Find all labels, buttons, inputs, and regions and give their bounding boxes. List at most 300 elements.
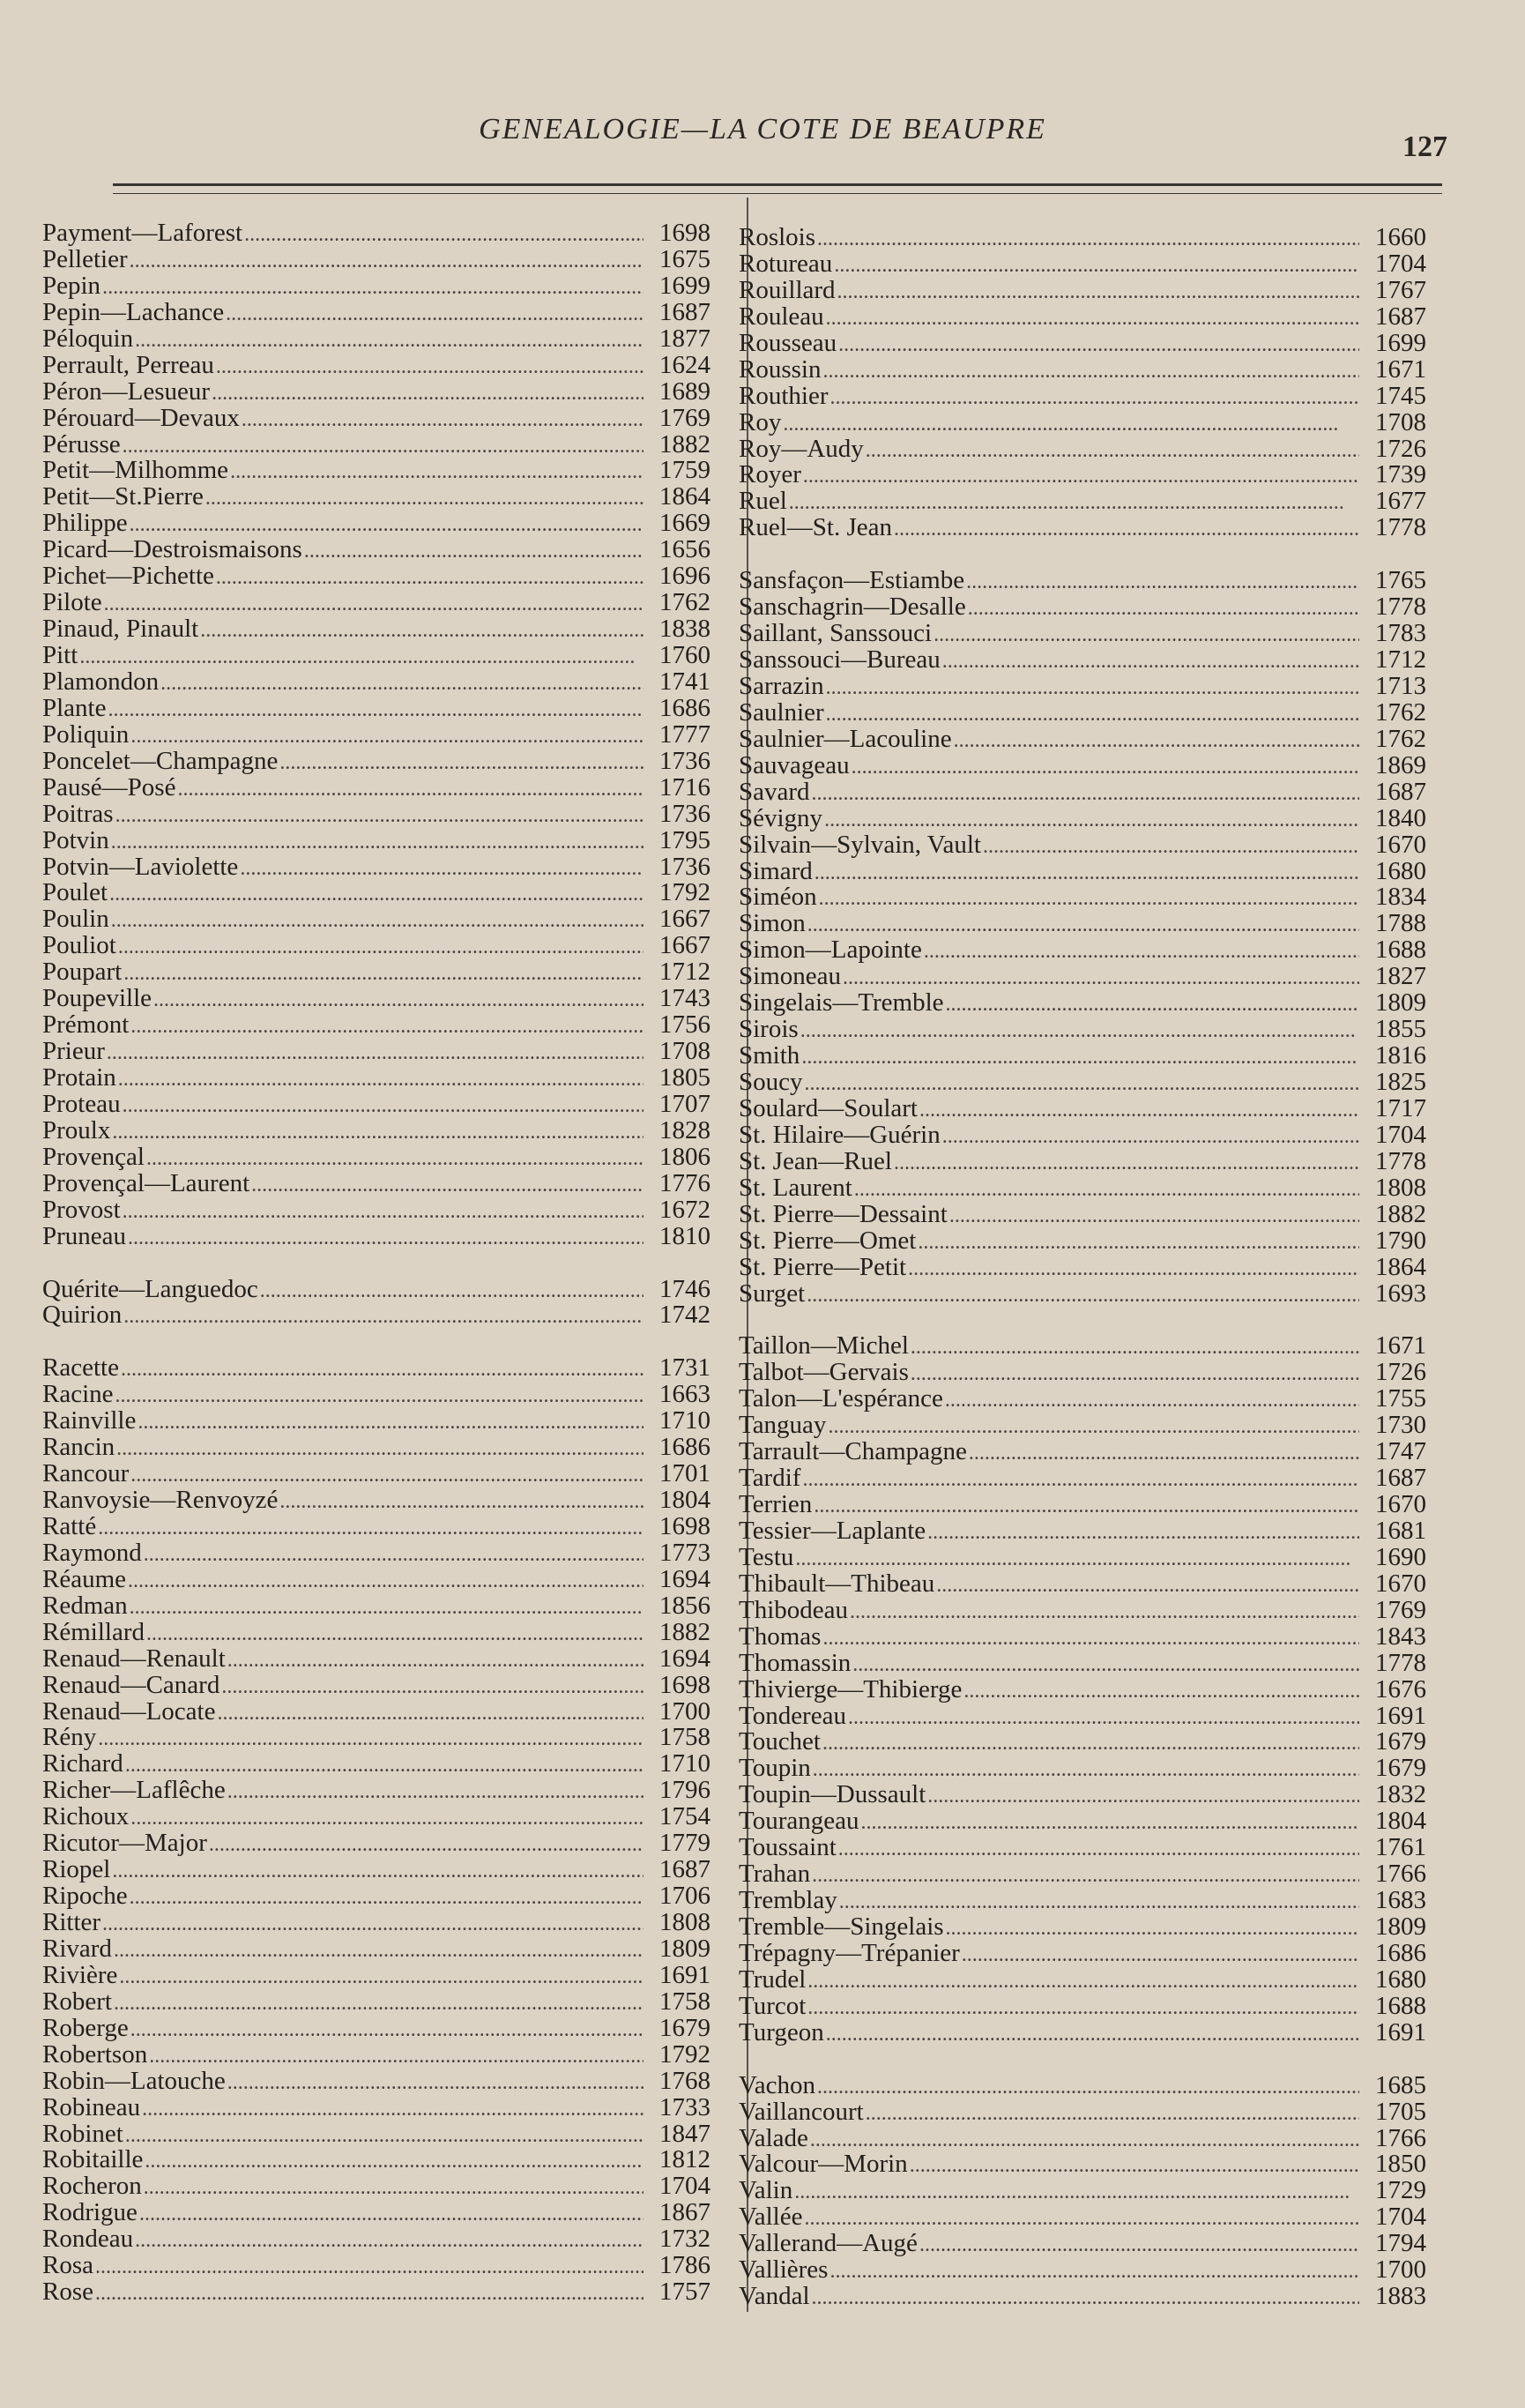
year: 1690 (1375, 1544, 1426, 1571)
index-entry (42, 696, 710, 722)
index-entry (739, 1492, 1426, 1518)
year: 1843 (1375, 1623, 1426, 1651)
year: 1882 (659, 1619, 710, 1646)
index-entry (739, 1888, 1426, 1914)
leader-dots (119, 1963, 643, 1989)
index-entry (739, 2151, 1426, 2178)
index-entry (42, 906, 710, 933)
leader-dots (822, 357, 1359, 384)
leader-dots (963, 1677, 1359, 1703)
leader-dots (983, 832, 1359, 859)
year: 1792 (659, 2041, 710, 2069)
surname: Ruel (739, 488, 787, 516)
surname: Pouliot (42, 933, 116, 960)
year: 1730 (1375, 1413, 1426, 1440)
leader-dots (279, 1487, 643, 1514)
leader-dots (860, 1808, 1359, 1835)
index-entry (739, 2073, 1426, 2099)
year: 1765 (1375, 568, 1426, 595)
leader-dots (109, 880, 643, 906)
leader-dots (217, 1699, 643, 1726)
index-entry (739, 1122, 1426, 1149)
surname: Poliquin (42, 721, 130, 749)
index-entry (739, 331, 1426, 357)
index-entry (739, 1439, 1426, 1465)
surname: Ratté (42, 1513, 97, 1540)
year: 1838 (659, 616, 710, 643)
index-entry (739, 488, 1426, 515)
surname: Rainville (42, 1408, 137, 1435)
leader-dots (98, 1514, 643, 1540)
leader-dots (226, 300, 643, 326)
year: 1850 (1375, 2151, 1426, 2179)
leader-dots (824, 806, 1359, 832)
year: 1686 (659, 1435, 710, 1462)
index-entry (42, 220, 710, 247)
year: 1754 (659, 1804, 710, 1831)
leader-dots (794, 2178, 1359, 2204)
surname: Réaume (42, 1566, 127, 1593)
surname: Tarrault—Champagne (739, 1439, 967, 1466)
index-entry (739, 1413, 1426, 1439)
leader-dots (829, 2257, 1359, 2284)
year: 1694 (659, 1566, 710, 1593)
year: 1766 (1375, 2125, 1426, 2152)
running-title: GENEALOGIE—LA COTE DE BEAUPRE (479, 113, 1046, 145)
leader-dots (130, 247, 643, 273)
year: 1778 (1375, 515, 1426, 542)
year: 1676 (1375, 1676, 1426, 1703)
surname: Sansfaçon—Estiambe (739, 568, 965, 595)
index-entry (739, 779, 1426, 806)
leader-dots (894, 1149, 1359, 1175)
left-column (42, 220, 710, 2306)
year: 1680 (1375, 1966, 1426, 1994)
leader-dots (838, 331, 1359, 357)
page-header (0, 113, 1525, 166)
surname: Vallée (739, 2204, 803, 2232)
leader-dots (894, 515, 1359, 541)
leader-dots (830, 384, 1360, 410)
leader-dots (130, 1012, 643, 1039)
surname: Pichet—Pichette (42, 563, 214, 591)
leader-dots (795, 1545, 1359, 1571)
surname: Rouleau (739, 303, 824, 331)
surname: Ruel—St. Jean (739, 515, 892, 542)
leader-dots (934, 621, 1359, 647)
surname: Vallières (739, 2257, 829, 2285)
index-entry (739, 964, 1426, 990)
leader-dots (942, 647, 1359, 674)
index-entry (739, 1756, 1426, 1782)
surname: Roy (739, 409, 782, 436)
index-entry (739, 1518, 1426, 1545)
leader-dots (815, 859, 1359, 885)
leader-dots (927, 1782, 1359, 1808)
index-entry (739, 2178, 1426, 2204)
index-entry (739, 2204, 1426, 2231)
year: 1707 (659, 1091, 710, 1118)
index-entry (739, 1861, 1426, 1888)
year: 1762 (659, 590, 710, 617)
index-entry (42, 669, 710, 696)
leader-dots (123, 1302, 643, 1329)
year: 1840 (1375, 805, 1426, 832)
year: 1808 (1375, 1174, 1426, 1202)
leader-dots (144, 2173, 643, 2200)
year: 1700 (1375, 2257, 1426, 2285)
surname: Robineau (42, 2094, 141, 2121)
year: 1699 (1375, 330, 1426, 357)
index-entry (739, 1729, 1426, 1756)
year: 1742 (659, 1302, 710, 1330)
year: 1704 (1375, 250, 1426, 278)
year: 1699 (659, 272, 710, 300)
leader-dots (866, 2099, 1359, 2126)
year: 1766 (1375, 1861, 1426, 1889)
year: 1677 (1375, 488, 1426, 516)
leader-dots (962, 1941, 1359, 1967)
surname: Ritter (42, 1910, 101, 1936)
year: 1827 (1375, 964, 1426, 991)
surname: St. Hilaire—Guérin (739, 1122, 941, 1149)
leader-dots (118, 933, 643, 959)
leader-dots (135, 326, 643, 353)
year: 1778 (1375, 1650, 1426, 1677)
year: 1804 (659, 1487, 710, 1514)
surname: Rivière (42, 1962, 118, 1989)
surname: Robin—Latouche (42, 2068, 226, 2095)
leader-dots (850, 1598, 1359, 1624)
surname: Petit—Milhomme (42, 458, 229, 485)
year: 1792 (659, 880, 710, 907)
surname: Plante (42, 695, 107, 722)
surname: Smith (739, 1043, 800, 1070)
surname: Poulet (42, 880, 108, 907)
surname: Touchet (739, 1729, 821, 1756)
index-entry (42, 1989, 710, 2016)
year: 1687 (1375, 779, 1426, 806)
index-entry (739, 1677, 1426, 1703)
surname: Talon—L'espérance (739, 1386, 943, 1413)
leader-dots (826, 674, 1359, 700)
year: 1670 (1375, 1570, 1426, 1598)
surname: Pepin (42, 272, 101, 300)
year: 1729 (1375, 2178, 1426, 2205)
surname: Royer (739, 462, 801, 489)
index-entry (42, 1804, 710, 1830)
year: 1672 (659, 1197, 710, 1224)
index-entry (42, 1302, 710, 1329)
index-entry (42, 1514, 710, 1540)
surname: Quérite—Languedoc (42, 1276, 258, 1303)
leader-dots (135, 2226, 643, 2253)
surname: Vandal (739, 2284, 810, 2311)
leader-dots (112, 1118, 643, 1144)
year: 1747 (1375, 1439, 1426, 1466)
index-entry (42, 2147, 710, 2173)
year: 1660 (1375, 225, 1426, 251)
surname: Rémillard (42, 1619, 145, 1646)
surname: Valcour—Morin (739, 2151, 908, 2179)
index-entry (739, 990, 1426, 1017)
year: 1689 (659, 378, 710, 406)
year: 1687 (659, 299, 710, 326)
leader-dots (919, 1096, 1359, 1122)
index-entry (739, 1096, 1426, 1122)
surname: Potvin—Laviolette (42, 854, 239, 881)
year: 1686 (1375, 1940, 1426, 1967)
surname: Proteau (42, 1091, 121, 1118)
leader-dots (125, 1751, 643, 1778)
year: 1834 (1375, 884, 1426, 912)
year: 1670 (1375, 831, 1426, 859)
leader-dots (945, 1386, 1359, 1413)
index-entry (42, 1039, 710, 1065)
leader-dots (104, 590, 643, 616)
year: 1726 (1375, 1360, 1426, 1387)
index-entry (739, 1281, 1426, 1308)
surname: Turcot (739, 1993, 807, 2020)
surname: Prémont (42, 1012, 130, 1040)
surname: Roy—Audy (739, 436, 864, 463)
index-entry (42, 1646, 710, 1673)
index-entry (739, 753, 1426, 779)
year: 1656 (659, 537, 710, 564)
surname: Vallerand—Augé (739, 2231, 918, 2258)
surname: Richoux (42, 1804, 130, 1831)
year: 1760 (659, 643, 710, 669)
surname: Payment—Laforest (42, 220, 243, 247)
surname: Thibault—Thibeau (739, 1570, 935, 1598)
index-entry (739, 1202, 1426, 1228)
surname: Thomas (739, 1623, 822, 1651)
leader-dots (966, 568, 1359, 594)
surname: Pepin—Lachance (42, 299, 225, 326)
leader-dots (153, 986, 643, 1012)
leader-dots (242, 406, 643, 432)
leader-dots (946, 1914, 1359, 1941)
leader-dots (121, 1355, 643, 1382)
index-entry (739, 1070, 1426, 1096)
leader-dots (115, 801, 643, 828)
index-entry (42, 511, 710, 537)
surname: Simon (739, 911, 806, 938)
surname: Péron—Lesueur (42, 378, 211, 406)
surname: Simon—Lapointe (739, 937, 922, 965)
leader-dots (807, 1281, 1359, 1308)
year: 1687 (1375, 1465, 1426, 1492)
index-entry (42, 300, 710, 326)
index-entry (42, 749, 710, 775)
leader-dots (142, 2095, 643, 2121)
leader-dots (807, 1967, 1359, 1994)
leader-dots (95, 2279, 643, 2306)
year: 1698 (659, 220, 710, 247)
index-entry (739, 647, 1426, 674)
surname: Roslois (739, 225, 816, 251)
leader-dots (946, 990, 1359, 1017)
index-entry (42, 1197, 710, 1224)
index-entry (42, 986, 710, 1012)
index-entry (42, 458, 710, 484)
surname: Trahan (739, 1861, 811, 1889)
index-entry (42, 1144, 710, 1171)
year: 1687 (1375, 303, 1426, 331)
surname: Thivierge—Thibierge (739, 1676, 963, 1703)
year: 1769 (659, 405, 710, 432)
leader-dots (807, 1994, 1359, 2020)
page-number: 127 (1402, 130, 1447, 163)
index-entry (42, 1699, 710, 1726)
index-entry (739, 1941, 1426, 1967)
year: 1832 (1375, 1782, 1426, 1809)
leader-dots (968, 594, 1359, 621)
year: 1712 (659, 959, 710, 987)
index-entry (739, 1360, 1426, 1386)
index-entry (42, 1830, 710, 1857)
index-entry (42, 1673, 710, 1699)
leader-dots (125, 2121, 643, 2148)
leader-dots (260, 1277, 643, 1303)
surname: Renaud—Canard (42, 1672, 220, 1699)
year: 1686 (659, 695, 710, 722)
surname: Plamondon (42, 668, 160, 696)
year: 1671 (1375, 1333, 1426, 1361)
index-entry (42, 379, 710, 406)
leader-dots (112, 1857, 643, 1883)
year: 1669 (659, 511, 710, 538)
year: 1688 (1375, 937, 1426, 965)
surname: Robitaille (42, 2147, 144, 2174)
index-entry (739, 568, 1426, 594)
year: 1816 (1375, 1043, 1426, 1070)
index-entry (42, 1065, 710, 1092)
leader-dots (911, 1360, 1359, 1386)
year: 1788 (1375, 911, 1426, 938)
year: 1716 (659, 774, 710, 801)
year: 1736 (659, 748, 710, 775)
surname: Provost (42, 1197, 121, 1224)
right-column (739, 225, 1426, 2310)
index-entry (739, 436, 1426, 463)
leader-dots (144, 1540, 643, 1567)
index-entry (739, 621, 1426, 647)
index-entry (42, 1118, 710, 1144)
surname: Rosa (42, 2253, 93, 2280)
index-entry (42, 1012, 710, 1039)
leader-dots (969, 1439, 1359, 1465)
surname: Saulnier (739, 699, 824, 727)
leader-dots (146, 1620, 643, 1646)
header-rule (113, 183, 1442, 186)
surname: Terrien (739, 1492, 813, 1518)
surname: Toussaint (739, 1835, 837, 1862)
leader-dots (801, 1043, 1359, 1070)
leader-dots (919, 2231, 1359, 2257)
index-entry (42, 1567, 710, 1593)
surname: Rose (42, 2279, 93, 2307)
index-entry (739, 727, 1426, 753)
index-entry (42, 1540, 710, 1567)
index-entry (739, 278, 1426, 304)
leader-dots (130, 1804, 643, 1830)
surname: St. Pierre—Petit (739, 1254, 907, 1281)
leader-dots (138, 1408, 643, 1435)
leader-dots (852, 1651, 1359, 1677)
surname: Sauvageau (739, 752, 850, 779)
index-entry (739, 594, 1426, 621)
year: 1758 (659, 1988, 710, 2016)
year: 1795 (659, 827, 710, 854)
surname: Racette (42, 1355, 119, 1383)
surname: Quirion (42, 1302, 123, 1330)
leader-dots (813, 1756, 1359, 1782)
year: 1671 (1375, 356, 1426, 384)
leader-dots (123, 959, 643, 986)
leader-dots (822, 1624, 1359, 1651)
leader-dots (200, 616, 643, 643)
surname: Soulard—Soulart (739, 1095, 918, 1122)
surname: Sirois (739, 1017, 799, 1044)
leader-dots (145, 2147, 643, 2173)
leader-dots (819, 884, 1359, 911)
index-entry (42, 1461, 710, 1487)
leader-dots (227, 1646, 643, 1673)
index-entry (42, 1171, 710, 1197)
year: 1847 (659, 2121, 710, 2148)
surname: Pérouard—Devaux (42, 405, 240, 432)
leader-dots (804, 2204, 1359, 2231)
leader-dots (812, 779, 1359, 806)
index-entry (739, 462, 1426, 488)
leader-dots (149, 2042, 643, 2069)
surname: Trudel (739, 1966, 807, 1994)
surname: Vachon (739, 2072, 815, 2099)
index-entry (739, 937, 1426, 964)
surname: Pitt (42, 643, 78, 669)
surname: Rodrigue (42, 2200, 138, 2227)
surname: Tessier—Laplante (739, 1517, 926, 1545)
year: 1796 (659, 1778, 710, 1805)
surname: Potvin (42, 827, 109, 854)
leader-dots (908, 1255, 1359, 1281)
index-entry (739, 1782, 1426, 1808)
index-entry (42, 1883, 710, 1910)
index-entry (739, 357, 1426, 384)
leader-dots (115, 1382, 643, 1408)
year: 1681 (1375, 1517, 1426, 1545)
index-entry (739, 884, 1426, 911)
year: 1667 (659, 906, 710, 934)
leader-dots (828, 1413, 1359, 1439)
index-entry (42, 2042, 710, 2069)
surname: Poupeville (42, 986, 152, 1013)
year: 1663 (659, 1382, 710, 1409)
index-entry (739, 1465, 1426, 1492)
index-entry (42, 2279, 710, 2306)
leader-dots (98, 1725, 643, 1751)
year: 1778 (1375, 594, 1426, 622)
surname: Rotureau (739, 250, 833, 278)
year: 1704 (1375, 1122, 1426, 1149)
leader-dots (812, 1861, 1359, 1888)
index-entry (739, 2099, 1426, 2126)
surname: Saulnier—Lacouline (739, 726, 952, 753)
leader-dots (227, 1778, 643, 1804)
index-entry (42, 933, 710, 959)
year: 1680 (1375, 858, 1426, 885)
